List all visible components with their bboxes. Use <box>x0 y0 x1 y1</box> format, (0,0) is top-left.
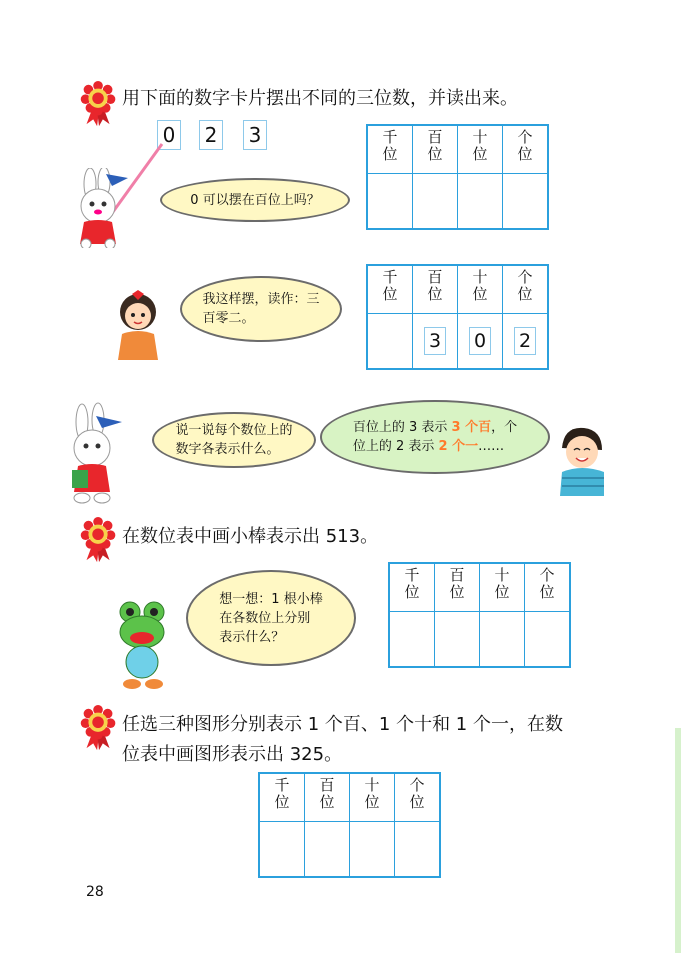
girl-icon <box>108 288 168 362</box>
rabbit-speech-bubble: 说一说每个数位上的 数字各表示什么。 <box>152 412 316 468</box>
header-thousands: 千 位 <box>367 125 413 174</box>
cell-empty[interactable] <box>259 822 305 878</box>
cell-ones <box>503 314 549 370</box>
cell-thousands <box>367 314 413 370</box>
flower-badge-icon <box>80 516 118 564</box>
section3-instruction-line1: 任选三种图形分别表示 1 个百、1 个十和 1 个一，在数 <box>122 714 563 735</box>
digit-card-tens: 0 <box>469 327 491 355</box>
cell-empty[interactable] <box>458 174 503 230</box>
cell-empty[interactable] <box>480 612 525 668</box>
cell-empty[interactable] <box>525 612 571 668</box>
digit-card-hundreds: 3 <box>424 327 446 355</box>
boy-speech-bubble: 百位上的 3 表示 3 个百，个 位上的 2 表示 2 个一…… <box>320 400 550 474</box>
header-hundreds: 百 位 <box>413 125 458 174</box>
section2-instruction: 在数位表中画小棒表示出 513。 <box>122 526 379 547</box>
cell-empty[interactable] <box>389 612 435 668</box>
place-value-table-1 <box>366 124 549 230</box>
cell-empty[interactable] <box>413 174 458 230</box>
rabbit-question-text: 0 可以摆在百位上吗？ <box>190 192 320 208</box>
cell-hundreds <box>413 314 458 370</box>
rabbit-teacher-icon <box>72 168 144 248</box>
header-ones: 个 位 <box>503 125 549 174</box>
frog-speech-bubble: 想一想：1 根小棒 在各数位上分别 表示什么？ <box>186 570 356 666</box>
girl-speech-bubble: 我这样摆，读作：三 百零二。 <box>180 276 342 342</box>
cell-empty[interactable] <box>435 612 480 668</box>
rabbit-student-icon <box>64 402 138 506</box>
place-value-table-2: 千 位 百 位 十 位 个 位 <box>388 562 571 668</box>
flower-badge-icon <box>80 704 118 752</box>
flower-badge-icon <box>80 80 118 128</box>
cell-empty[interactable] <box>395 822 441 878</box>
cell-empty[interactable] <box>367 174 413 230</box>
cell-tens <box>458 314 503 370</box>
number-card-3: 3 <box>243 120 267 150</box>
cell-empty[interactable] <box>305 822 350 878</box>
page-edge-bar <box>675 728 681 953</box>
number-card-2: 2 <box>199 120 223 150</box>
number-card-0: 0 <box>157 120 181 150</box>
section3-instruction-line2: 位表中画图形表示出 325。 <box>122 744 343 765</box>
rabbit-question-bubble <box>160 178 350 222</box>
boy-icon <box>556 424 606 496</box>
frog-icon <box>114 598 174 692</box>
header-tens: 十 位 <box>458 125 503 174</box>
place-value-table-example: 千 位 百 位 十 位 个 位 3 0 2 <box>366 264 549 370</box>
digit-card-ones: 2 <box>514 327 536 355</box>
section1-instruction: 用下面的数字卡片摆出不同的三位数，并读出来。 <box>122 88 518 109</box>
cell-empty[interactable] <box>503 174 549 230</box>
page-number: 28 <box>86 884 104 900</box>
cell-empty[interactable] <box>350 822 395 878</box>
place-value-table-3: 千 位 百 位 十 位 个 位 <box>258 772 441 878</box>
